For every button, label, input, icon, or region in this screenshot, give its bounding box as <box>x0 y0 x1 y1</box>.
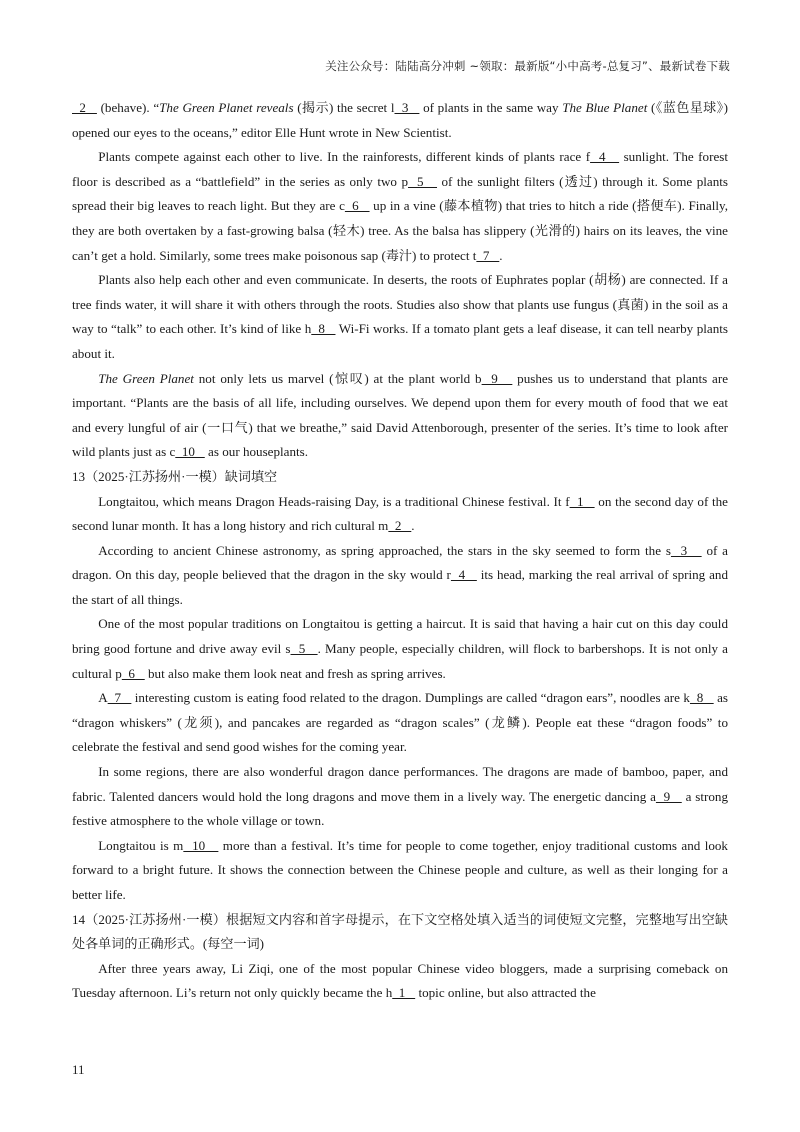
answer-blank: 9 <box>481 370 513 386</box>
paragraph <box>72 268 728 366</box>
text-run: One of the most popular traditions on Longtaitou is getting a haircut. It is said that having a hair cut on this day could bring good fortune and drive away evil s <box>72 616 728 657</box>
answer-blank: 10 <box>175 444 205 460</box>
text-run: sunlight. The forest floor is described as a “battlefield” in the series as only two p <box>72 149 728 189</box>
text-run: . <box>411 518 415 534</box>
answer-blank: 3 <box>670 542 702 558</box>
page-number: 11 <box>72 1062 85 1077</box>
text-run: Plants compete against each other to live. In the rainforests, different kinds of plants race f <box>98 149 591 165</box>
paragraph <box>72 957 728 1006</box>
answer-blank: 1 <box>392 985 416 1001</box>
paragraph <box>72 612 728 686</box>
text-run: (揭示) the secret l <box>293 100 395 115</box>
paragraph <box>72 96 728 145</box>
paragraph <box>72 145 728 268</box>
text-run: After three years away, Li Ziqi, one of the most popular Chinese video bloggers, made a surprising comeback on Tuesday afternoon. Li’s return not only quickly became the h <box>72 960 728 1001</box>
italic-title: The Green Planet <box>98 370 194 386</box>
answer-blank: 6 <box>121 665 145 681</box>
text-run: Wi-Fi works. If a tomato plant gets a leaf disease, it can tell nearby plants about it. <box>72 321 728 361</box>
answer-blank: 1 <box>569 493 595 509</box>
text-run: but also make them look neat and fresh as spring arrives. <box>144 665 446 681</box>
answer-blank: 2 <box>388 518 412 534</box>
text-run: Longtaitou is m <box>98 837 184 853</box>
answer-blank: 9 <box>655 788 682 804</box>
text-run: pushes us to understand that plants are important. “Plants are the basis of all life, including ourselves. We depend upon them for every mouth of food that we eat and every lungful of air (一口气) that we breathe,” said David Attenborough, presenter of the series. It’s time to look after wild plants just as c <box>72 370 729 460</box>
answer-blank: 10 <box>183 837 219 853</box>
text-run: topic online, but also attracted the <box>415 985 596 1001</box>
text-run: not only lets us marvel (惊叹) at the plant world b <box>193 370 482 386</box>
paragraph <box>72 834 728 908</box>
answer-blank: 8 <box>689 690 714 706</box>
paragraph <box>72 539 728 613</box>
text-run: Plants also help each other and even communicate. In deserts, the roots of Euphrates poplar (胡杨) are connected. If a tree finds water, it will share it with others through the roots. Studies also show that plants use fungus (真菌) in the soil as a way to “talk” to each other. It’s kind of like h <box>72 272 728 337</box>
text-run: as our houseplants. <box>204 444 309 460</box>
answer-blank: 3 <box>394 100 420 115</box>
text-run: . Many people, especially children, will flock to barbershops. It is not only a cultural p <box>72 641 728 681</box>
answer-blank: 4 <box>450 567 477 583</box>
text-run: up in a vine (藤本植物) that tries to hitch a ride (搭便车). Finally, they are both overtaken by a fast-growing balsa (轻木) tree. As the balsa has slippery (光滑的) hairs on its leaves, the vine can’t get a hold. Similarly, some trees make poisonous sap (毒汁) to protect t <box>72 198 728 263</box>
answer-blank: 2 <box>72 100 97 115</box>
text-run: . <box>499 247 503 263</box>
answer-blank: 5 <box>408 173 438 189</box>
answer-blank: 7 <box>476 247 500 263</box>
text-run: its head, marking the real arrival of spring and the start of all things. <box>72 567 728 607</box>
paragraph <box>72 367 728 465</box>
answer-blank: 8 <box>311 321 336 337</box>
question-heading <box>72 908 728 957</box>
paragraph <box>72 686 728 760</box>
paragraph <box>72 490 728 539</box>
answer-blank: 7 <box>107 690 132 706</box>
text-run: Longtaitou, which means Dragon Heads-raising Day, is a traditional Chinese festival. It f <box>98 493 570 509</box>
text-run: In some regions, there are also wonderful dragon dance performances. The dragons are made of bamboo, paper, and fabric. Talented dancers would hold the long dragons and move them in a lively way. The energetic dancing a <box>72 764 728 804</box>
answer-blank: 4 <box>590 149 620 165</box>
paragraph <box>72 760 728 834</box>
text-run: as “dragon whiskers” (龙须), and pancakes are regarded as “dragon scales” (龙鳞). People eat these “dragon foods” to celebrate the festival and send good wishes for the coming year. <box>72 690 728 755</box>
text-run: of a dragon. On this day, people believed that the dragon in the sky would r <box>72 542 728 583</box>
text-run: a strong festive atmosphere to the whole village or town. <box>72 788 729 829</box>
text-run: of plants in the same way <box>419 100 563 115</box>
text-run: more than a festival. It’s time for people to come together, enjoy traditional customs and look forward to a bright future. It shows the connection between the Chinese people and culture, as well as their longing for a better life. <box>72 837 728 902</box>
document-body <box>72 96 728 1006</box>
text-run: of the sunlight filters (透过) through it. Some plants spread their big leaves to reach light. But they are c <box>72 173 728 214</box>
answer-blank: 6 <box>344 198 370 214</box>
text-run: interesting custom is eating food related to the dragon. Dumplings are called “dragon ears”, noodles are k <box>131 690 690 706</box>
page-header: 关注公众号：陆陆高分冲刺 ~领取：最新版“小中高考-总复习”、最新试卷下载 <box>325 59 730 73</box>
text-run: (behave). “ <box>96 100 160 115</box>
text-run: 14（2025·江苏扬州·一模）根据短文内容和首字母提示，在下文空格处填入适当的词使短文完整，完整地写出空缺处各单词的正确形式。(每空一词) <box>72 911 728 952</box>
question-heading <box>72 465 728 490</box>
text-run: A <box>98 690 108 706</box>
italic-title: The Green Planet reveals <box>159 100 294 115</box>
answer-blank: 5 <box>290 641 318 657</box>
text-run: (《蓝色星球》) opened our eyes to the oceans,” editor Elle Hunt wrote in New Scientist. <box>72 100 728 140</box>
text-run: According to ancient Chinese astronomy, as spring approached, the stars in the sky seemed to form the s <box>98 542 671 558</box>
italic-title: The Blue Planet <box>562 100 648 115</box>
text-run: on the second day of the second lunar month. It has a long history and rich cultural m <box>72 493 728 534</box>
text-run: 13（2025·江苏扬州·一模）缺词填空 <box>72 468 278 484</box>
